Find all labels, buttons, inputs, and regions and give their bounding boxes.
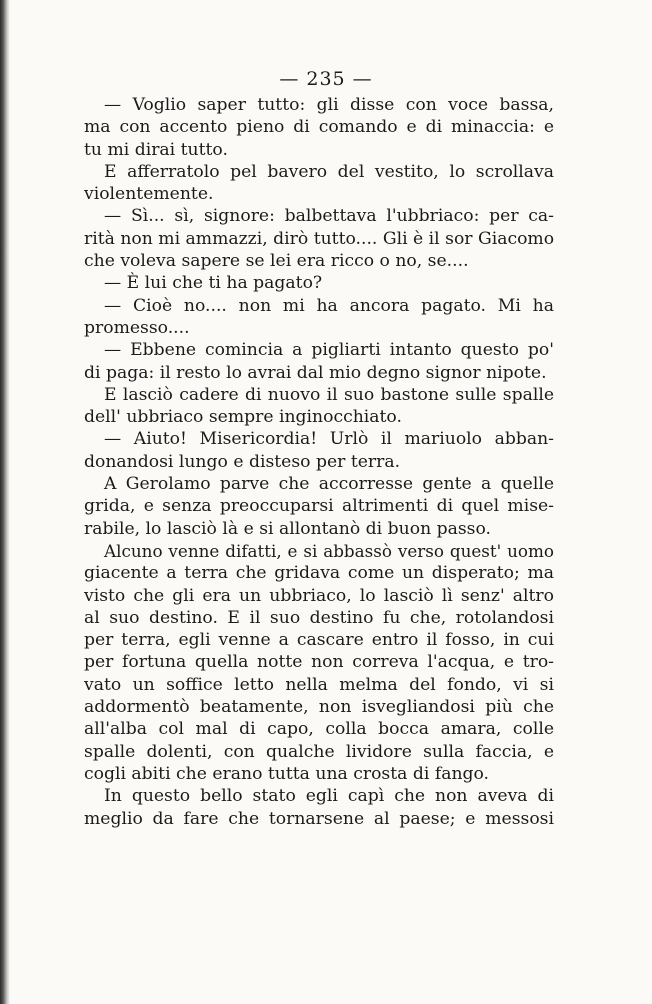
- text-line: al suo destino. E il suo destino fu che, rotolandosi: [84, 607, 554, 628]
- text-line: — Voglio saper tutto: gli disse con voce bassa,: [104, 95, 554, 115]
- text-line: tu mi dirai tutto.: [84, 139, 228, 160]
- text-line: Alcuno venne difatti, e si abbassò verso quest' uomo: [104, 540, 554, 561]
- text-line: giacente a terra che gridava come un disperato; ma: [84, 563, 554, 584]
- text-line: spalle dolenti, con qualche lividore sulla faccia, e: [84, 741, 554, 762]
- text-line: E afferratolo pel bavero del vestito, lo scrollava: [104, 161, 554, 182]
- text-line: addormentò beatamente, non isvegliandosi più che: [84, 697, 554, 718]
- text-line: — Sì... sì, signore: balbettava l'ubbriaco: per ca-: [104, 206, 554, 227]
- text-line: A Gerolamo parve che accorresse gente a quelle: [104, 474, 554, 495]
- body-text: [84, 94, 554, 830]
- text-line: donandosi lungo e disteso per terra.: [84, 451, 401, 472]
- text-line: cogli abiti che erano tutta una crosta di fango.: [84, 763, 490, 784]
- text-line: — Ebbene comincia a pigliarti intanto questo po': [104, 340, 554, 361]
- text-line: — Aiuto! Misericordia! Urlò il mariuolo abban-: [104, 429, 554, 450]
- text-line: ma con accento pieno di comando e di minaccia: e: [84, 117, 554, 138]
- text-line: In questo bello stato egli capì che non aveva di: [104, 786, 554, 807]
- text-line: — È lui che ti ha pagato?: [104, 273, 323, 294]
- text-line: dell' ubbriaco sempre inginocchiato.: [84, 407, 402, 428]
- text-line: rabile, lo lasciò là e si allontanò di buon passo.: [84, 518, 491, 539]
- text-line: di paga: il resto lo avrai dal mio degno signor nipote.: [84, 362, 547, 383]
- text-line: — Cioè no.... non mi ha ancora pagato. Mi ha: [104, 295, 554, 316]
- text-line: promesso....: [84, 317, 190, 338]
- text-line: per fortuna quella notte non correva l'acqua, e tro-: [84, 652, 554, 673]
- text-line: violentemente.: [84, 184, 214, 205]
- text-line: visto che gli era un ubbriaco, lo lasciò lì senz' altro: [84, 585, 554, 606]
- text-line: E lasciò cadere di nuovo il suo bastone sulle spalle: [104, 384, 554, 405]
- text-line: che voleva sapere se lei era ricco o no, se....: [84, 251, 469, 272]
- text-line: meglio da fare che tornarsene al paese; e messosi: [84, 808, 554, 829]
- text-line: vato un soffice letto nella melma del fondo, vi si: [84, 674, 554, 695]
- text-line: per terra, egli venne a cascare entro il fosso, in cui: [84, 630, 554, 651]
- text-line: grida, e senza preoccuparsi altrimenti di quel mise-: [84, 496, 554, 517]
- text-line: rità non mi ammazzi, dirò tutto.... Gli è il sor Giacomo: [84, 228, 555, 249]
- page-number: — 235 —: [279, 68, 373, 90]
- text-line: all'alba col mal di capo, colla bocca amara, colle: [84, 719, 554, 740]
- page-binding-edge: [0, 0, 10, 1004]
